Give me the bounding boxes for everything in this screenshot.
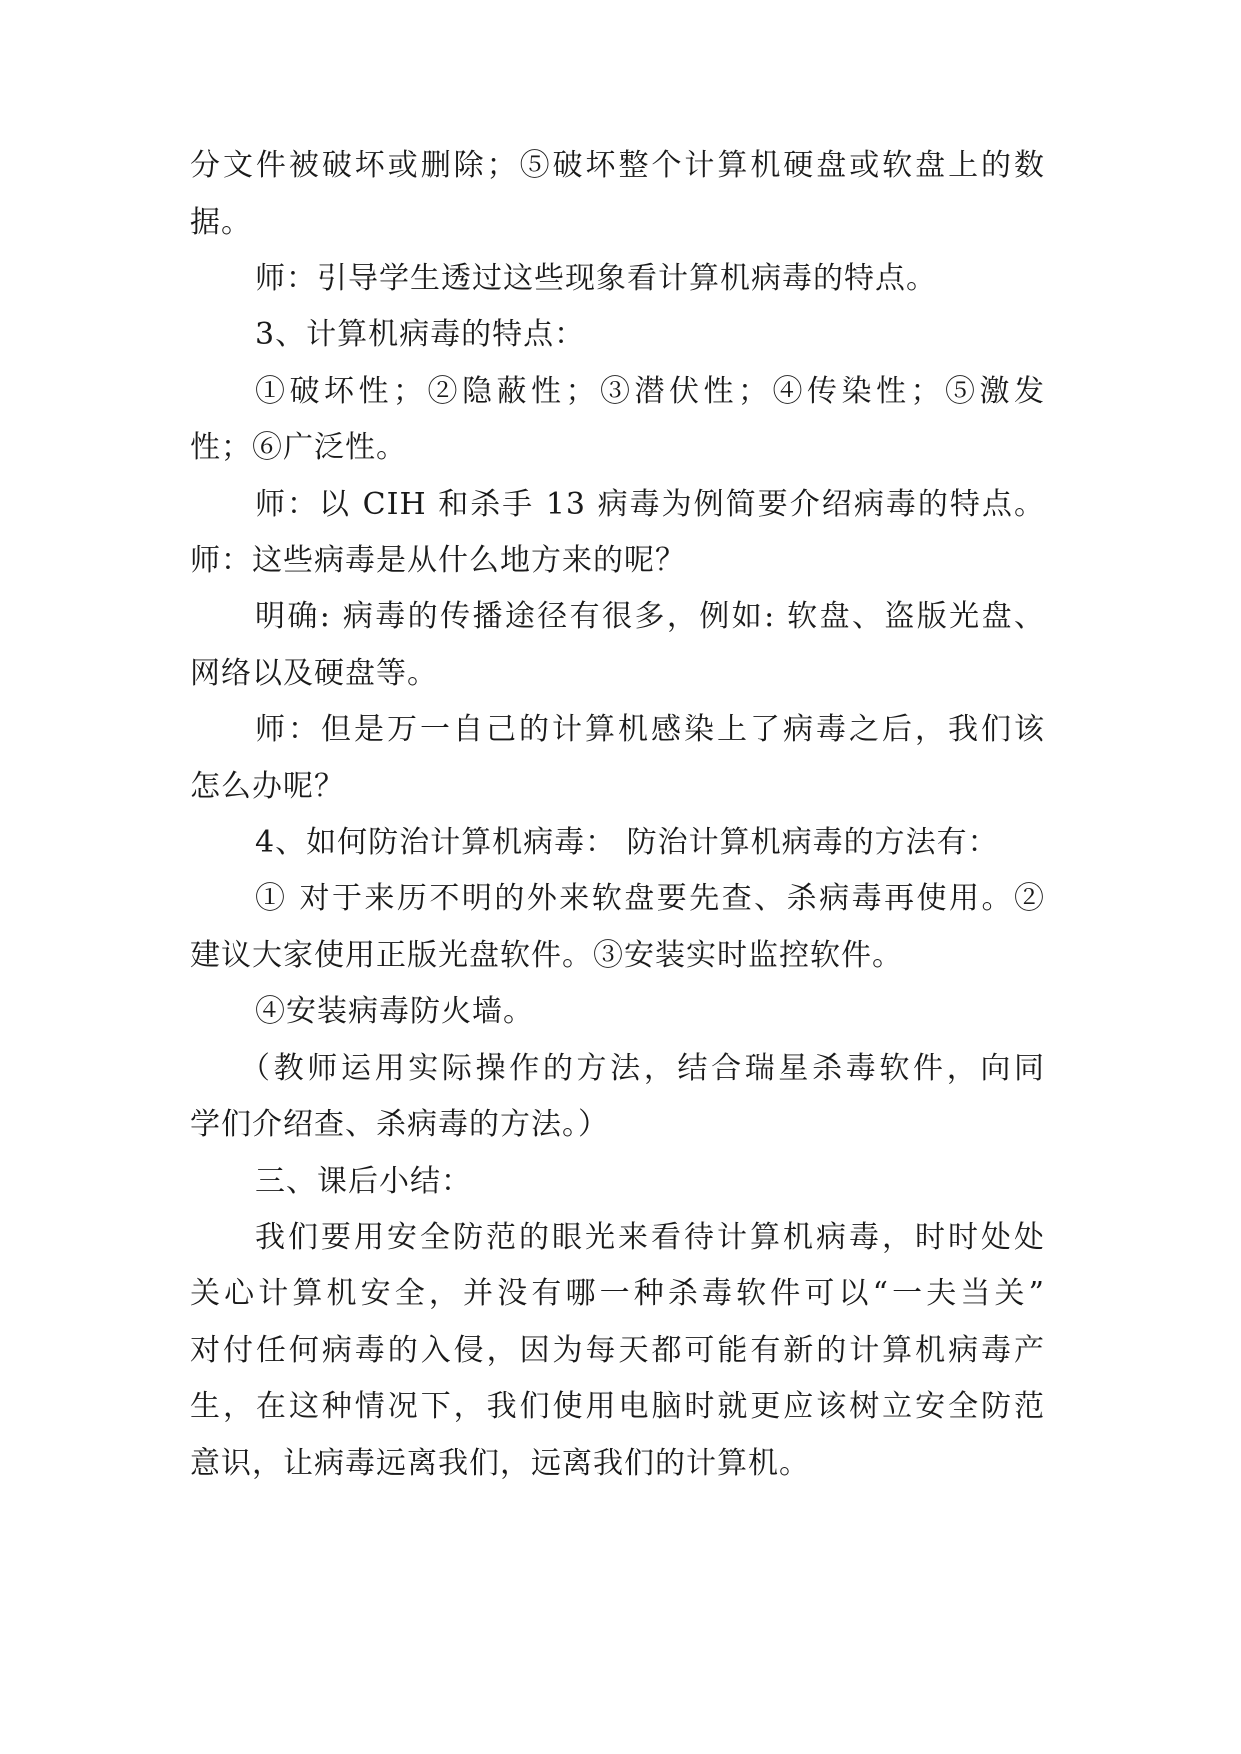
text-line: 生，在这种情况下，我们使用电脑时就更应该树立安全防范 xyxy=(190,1389,1045,1424)
text-line: ④安装病毒防火墙。 xyxy=(255,994,534,1029)
text-line: ①破坏性；②隐蔽性；③潜伏性；④传染性；⑤激发 xyxy=(255,374,1045,409)
text-line: 据。 xyxy=(190,205,252,240)
text-line: 网络以及硬盘等。 xyxy=(190,656,438,691)
text-line: 师：引导学生透过这些现象看计算机病毒的特点。 xyxy=(255,261,937,296)
section-heading: 三、课后小结： xyxy=(255,1164,472,1199)
text-line: 3、计算机病毒的特点： xyxy=(255,317,586,352)
text-line: 意识，让病毒远离我们，远离我们的计算机。 xyxy=(190,1446,810,1481)
text-line: 关心计算机安全，并没有哪一种杀毒软件可以“一夫当关” xyxy=(190,1276,1045,1311)
text-line: 明确: 病毒的传播途径有很多，例如: 软盘、盗版光盘、 xyxy=(255,599,1045,634)
text-line: 学们介绍查、杀病毒的方法。） xyxy=(190,1107,609,1142)
text-line: 师：以 CIH 和杀手 13 病毒为例简要介绍病毒的特点。 xyxy=(255,487,1045,522)
text-line: 4、如何防治计算机病毒： 防治计算机病毒的方法有： xyxy=(255,825,999,860)
text-line: 师：但是万一自己的计算机感染上了病毒之后，我们该 xyxy=(255,712,1045,747)
text-line: 分文件被破坏或删除；⑤破坏整个计算机硬盘或软盘上的数 xyxy=(190,148,1045,183)
text-line: 建议大家使用正版光盘软件。③安装实时监控软件。 xyxy=(190,938,903,973)
text-line: 性；⑥广泛性。 xyxy=(190,430,407,465)
text-line: 怎么办呢？ xyxy=(190,769,345,804)
text-line: 对付任何病毒的入侵，因为每天都可能有新的计算机病毒产 xyxy=(190,1333,1045,1368)
text-line: 我们要用安全防范的眼光来看待计算机病毒，时时处处 xyxy=(255,1220,1045,1255)
text-line: 师：这些病毒是从什么地方来的呢？ xyxy=(190,543,686,578)
text-line: ① 对于来历不明的外来软盘要先查、杀病毒再使用。② xyxy=(255,881,1045,916)
text-line: （教师运用实际操作的方法，结合瑞星杀毒软件，向同 xyxy=(240,1051,1045,1086)
